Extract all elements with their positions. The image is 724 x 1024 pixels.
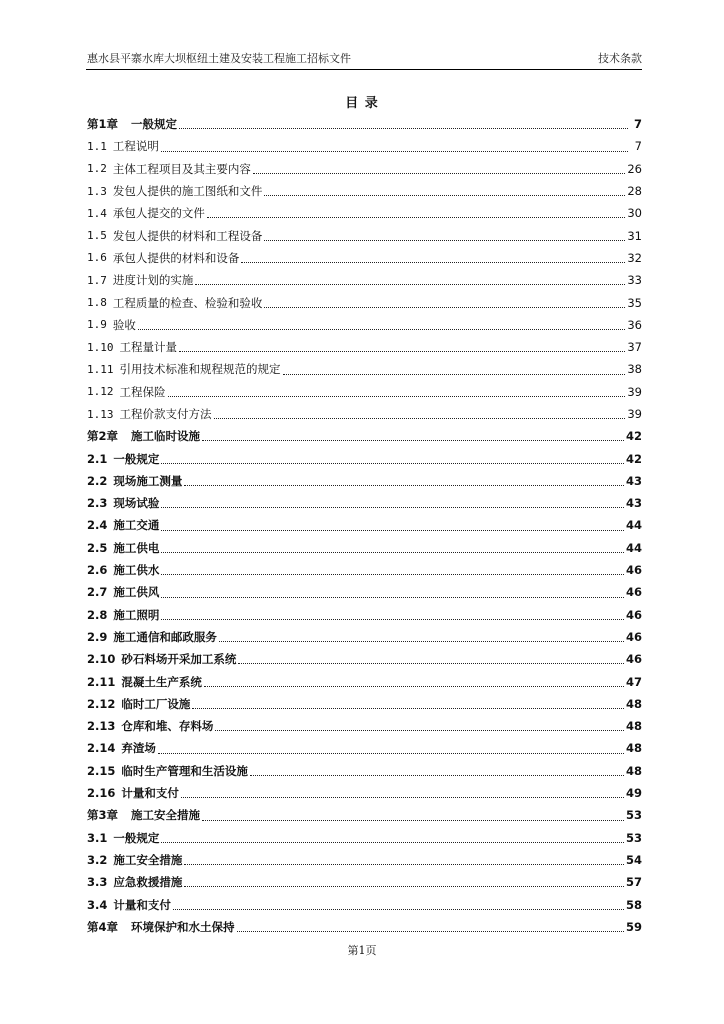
toc-entry-title: 引用技术标准和规程规范的规定 [119,362,281,377]
toc-entry-page: 43 [625,473,642,488]
toc-dot-leader [161,551,624,553]
toc-entry[interactable] [87,670,642,692]
toc-entry[interactable] [87,559,642,581]
toc-entry[interactable] [87,581,642,603]
toc-entry-page: 7 [634,139,642,154]
toc-dot-leader [202,439,624,441]
toc-entry-number: 2.3 [87,496,108,511]
toc-dot-leader [214,417,626,419]
toc-entry-page: 47 [625,674,642,689]
toc-entry[interactable] [87,760,642,782]
toc-entry-title: 应急救援措施 [113,875,183,890]
toc-entry-title: 环境保护和水土保持 [131,919,235,934]
toc-entry-number: 1.13 [87,407,114,421]
table-of-contents [87,113,642,938]
toc-entry-title: 一般规定 [113,830,160,845]
toc-entry-title: 施工供水 [113,563,160,578]
toc-entry-number: 3.4 [87,897,108,912]
toc-entry-number: 2.10 [87,652,116,667]
toc-entry-number: 2.7 [87,585,108,600]
toc-entry-number: 1.2 [87,162,107,176]
toc-entry-page: 57 [625,875,642,890]
toc-entry[interactable] [87,403,642,425]
toc-entry[interactable] [87,916,642,938]
toc-entry-page: 46 [625,652,642,667]
toc-entry-title: 施工照明 [113,607,160,622]
toc-entry-number: 1.10 [87,340,114,354]
toc-dot-leader [250,774,624,776]
toc-entry[interactable] [87,425,642,447]
toc-entry-title: 施工临时设施 [131,429,201,444]
toc-entry[interactable] [87,180,642,202]
toc-dot-leader [161,573,624,575]
toc-dot-leader [253,172,625,174]
toc-entry-page: 53 [625,808,642,823]
toc-entry-page: 54 [625,852,642,867]
toc-dot-leader [184,885,624,887]
toc-dot-leader [161,462,624,464]
toc-entry-title: 承包人提交的文件 [112,206,205,221]
toc-entry-page: 48 [625,719,642,734]
toc-dot-leader [204,685,624,687]
toc-entry[interactable] [87,470,642,492]
toc-dot-leader [195,283,625,285]
toc-entry-page: 37 [627,340,642,355]
toc-entry-page: 42 [625,429,642,444]
toc-entry-title: 施工交通 [113,518,160,533]
document-title: 惠水县平寨水库大坝枢纽土建及安装工程施工招标文件 [87,52,351,65]
toc-entry-number: 第1章 [87,117,119,132]
toc-entry-number: 1.6 [87,251,107,265]
toc-entry-number: 3.3 [87,875,108,890]
toc-entry-title: 计量和支付 [121,786,179,801]
toc-entry[interactable] [87,827,642,849]
toc-entry-page: 53 [625,830,642,845]
toc-dot-leader [264,306,625,308]
toc-entry[interactable] [87,291,642,313]
toc-dot-leader [173,908,624,910]
section-label: 技术条款 [598,52,642,65]
toc-entry-number: 2.13 [87,719,116,734]
toc-entry[interactable] [87,782,642,804]
toc-entry-number: 2.4 [87,518,108,533]
toc-entry-title: 主体工程项目及其主要内容 [112,161,251,176]
toc-entry[interactable] [87,224,642,246]
toc-entry[interactable] [87,358,642,380]
toc-entry-page: 31 [627,228,642,243]
toc-entry-number: 2.6 [87,563,108,578]
toc-entry-title: 计量和支付 [113,897,171,912]
toc-entry-number: 1.3 [87,184,107,198]
toc-entry-title: 工程量计量 [119,340,177,355]
toc-entry[interactable] [87,113,642,135]
toc-entry-title: 一般规定 [113,451,160,466]
page-header [87,50,642,66]
toc-entry-number: 3.1 [87,830,108,845]
toc-entry-number: 2.11 [87,674,116,689]
toc-entry-title: 施工安全措施 [131,808,201,823]
toc-entry-page: 46 [625,629,642,644]
toc-dot-leader [161,529,624,531]
toc-entry-number: 2.12 [87,696,116,711]
toc-entry-title: 现场施工测量 [113,473,183,488]
toc-entry[interactable] [87,737,642,759]
toc-entry-number: 1.11 [87,362,114,376]
toc-entry-title: 混凝土生产系统 [121,674,202,689]
toc-entry-number: 2.2 [87,473,108,488]
toc-entry[interactable] [87,314,642,336]
toc-entry-number: 第4章 [87,919,119,934]
toc-dot-leader [264,239,625,241]
toc-dot-leader [283,373,626,375]
toc-dot-leader [241,261,625,263]
toc-entry-number: 1.7 [87,273,107,287]
toc-entry-title: 工程质量的检查、检验和验收 [112,295,263,310]
toc-entry-number: 2.1 [87,451,108,466]
toc-entry[interactable] [87,693,642,715]
toc-entry[interactable] [87,492,642,514]
toc-dot-leader [158,752,624,754]
toc-dot-leader [184,484,624,486]
toc-entry-page: 28 [627,184,642,199]
toc-entry-title: 现场试验 [113,496,160,511]
toc-dot-leader [181,796,624,798]
toc-entry-title: 进度计划的实施 [112,273,194,288]
toc-dot-leader [161,841,624,843]
toc-entry[interactable] [87,893,642,915]
page-number: 第1页 [347,944,377,957]
toc-entry-title: 临时生产管理和生活设施 [121,763,248,778]
toc-entry[interactable] [87,247,642,269]
toc-entry-title: 发包人提供的施工图纸和文件 [112,184,263,199]
toc-entry-title: 验收 [112,317,136,332]
toc-entry-page: 32 [627,250,642,265]
toc-entry-title: 施工安全措施 [113,852,183,867]
toc-entry-number: 1.9 [87,318,107,332]
toc-entry-page: 49 [625,786,642,801]
toc-entry-title: 仓库和堆、存料场 [121,719,214,734]
toc-entry[interactable] [87,537,642,559]
toc-entry[interactable] [87,381,642,403]
toc-entry[interactable] [87,158,642,180]
toc-entry-page: 35 [627,295,642,310]
toc-dot-leader [179,127,628,129]
toc-entry[interactable] [87,447,642,469]
toc-entry[interactable] [87,715,642,737]
toc-entry[interactable] [87,849,642,871]
toc-entry-page: 30 [627,206,642,221]
toc-entry-page: 36 [627,317,642,332]
toc-dot-leader [161,150,628,152]
toc-entry-title: 施工通信和邮政服务 [113,629,217,644]
toc-entry-number: 1.1 [87,139,107,153]
toc-entry-title: 砂石料场开采加工系统 [121,652,237,667]
toc-entry[interactable] [87,336,642,358]
toc-dot-leader [215,729,624,731]
toc-entry-number: 2.15 [87,763,116,778]
toc-entry-title: 承包人提供的材料和设备 [112,250,240,265]
toc-entry-number: 2.9 [87,629,108,644]
toc-entry-page: 48 [625,696,642,711]
toc-entry-page: 42 [625,451,642,466]
toc-entry-page: 46 [625,585,642,600]
toc-entry[interactable] [87,135,642,157]
toc-entry[interactable] [87,648,642,670]
toc-dot-leader [192,707,624,709]
toc-entry-page: 33 [627,273,642,288]
toc-entry[interactable] [87,514,642,536]
toc-entry-title: 发包人提供的材料和工程设备 [112,228,263,243]
toc-entry-title: 临时工厂设施 [121,696,191,711]
toc-entry-page: 26 [627,161,642,176]
toc-entry-title: 工程保险 [119,384,166,399]
toc-entry-page: 46 [625,563,642,578]
toc-entry-page: 46 [625,607,642,622]
toc-entry-page: 44 [625,518,642,533]
toc-dot-leader [161,506,624,508]
toc-entry-title: 工程说明 [112,139,159,154]
toc-entry-page: 48 [625,741,642,756]
toc-entry-page: 48 [625,763,642,778]
toc-entry-title: 弃渣场 [121,741,156,756]
toc-entry-page: 43 [625,496,642,511]
header-divider [86,69,642,70]
toc-entry-number: 3.2 [87,852,108,867]
toc-entry-page: 39 [627,384,642,399]
toc-entry-page: 58 [625,897,642,912]
toc-dot-leader [179,350,625,352]
toc-entry-number: 2.5 [87,540,108,555]
toc-entry-page: 39 [627,407,642,421]
toc-entry-page: 44 [625,540,642,555]
toc-dot-leader [207,216,625,218]
toc-entry-number: 2.8 [87,607,108,622]
toc-entry[interactable] [87,604,642,626]
toc-dot-leader [161,596,624,598]
toc-dot-leader [161,618,624,620]
toc-entry-title: 施工供电 [113,540,160,555]
toc-entry[interactable] [87,871,642,893]
toc-entry-title: 一般规定 [131,117,178,132]
toc-entry[interactable] [87,269,642,291]
toc-entry-page: 59 [625,919,642,934]
toc-dot-leader [138,328,625,330]
toc-dot-leader [219,640,624,642]
toc-dot-leader [168,395,626,397]
toc-entry-page: 7 [633,117,642,132]
toc-dot-leader [184,863,624,865]
toc-entry-number: 第3章 [87,808,119,823]
toc-entry[interactable] [87,804,642,826]
toc-title: 目 录 [345,96,379,111]
toc-entry-title: 施工供风 [113,585,160,600]
toc-entry[interactable] [87,626,642,648]
toc-entry[interactable] [87,202,642,224]
toc-entry-number: 1.8 [87,296,107,310]
toc-dot-leader [264,194,625,196]
toc-entry-number: 2.16 [87,786,116,801]
toc-dot-leader [202,819,624,821]
toc-dot-leader [238,662,624,664]
toc-entry-number: 1.5 [87,229,107,243]
toc-entry-number: 2.14 [87,741,116,756]
toc-entry-number: 1.4 [87,206,107,220]
toc-entry-number: 第2章 [87,429,119,444]
toc-entry-page: 38 [627,362,642,377]
toc-entry-number: 1.12 [87,385,114,399]
toc-entry-title: 工程价款支付方法 [119,407,212,421]
toc-dot-leader [237,930,624,932]
